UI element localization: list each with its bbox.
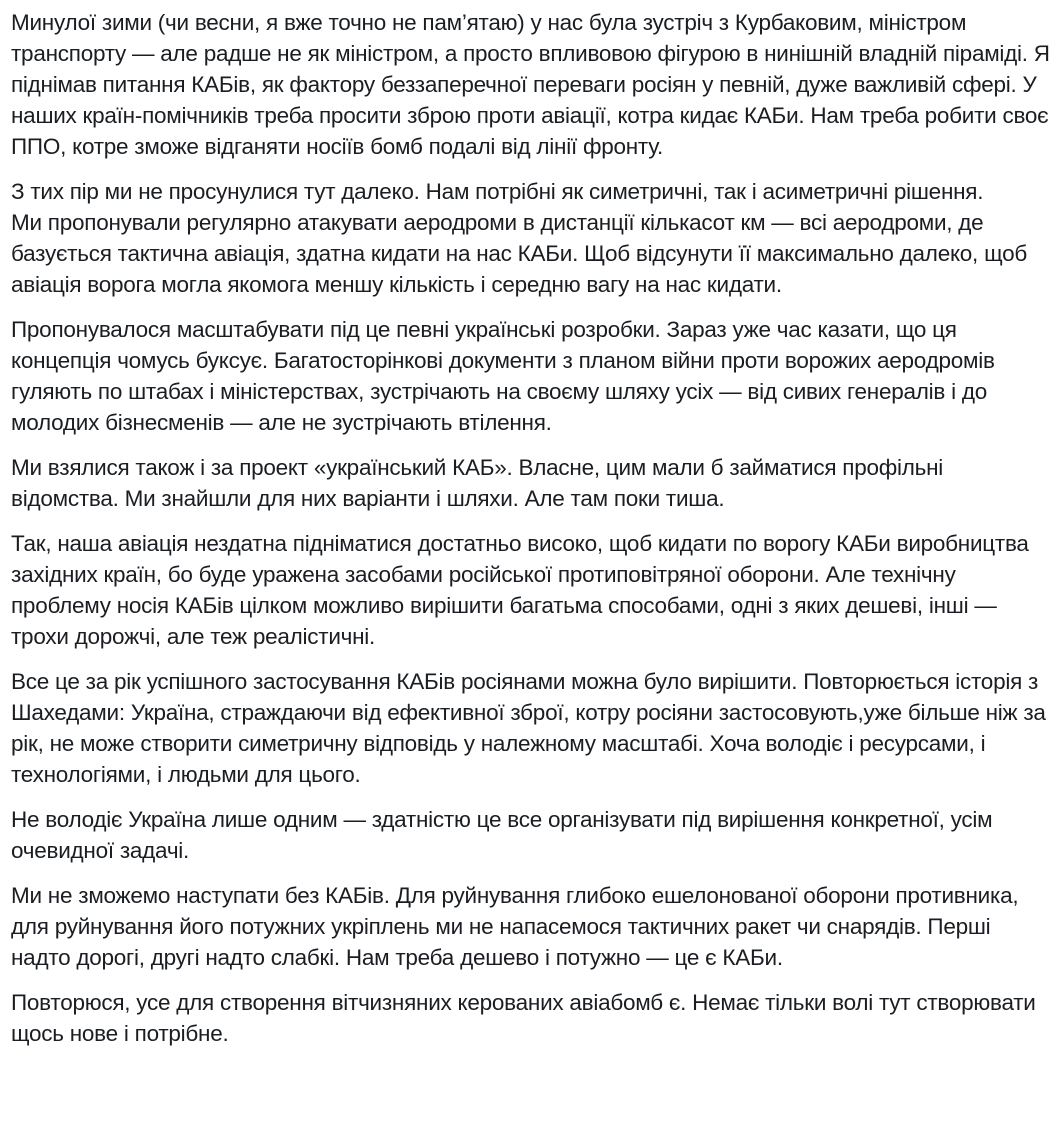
paragraph: Минулої зими (чи весни, я вже точно не пам’ятаю) у нас була зустріч з Курбаковим, міністром транспорту — але радше не як міністром, а просто впливовою фігурою в нинішній владній піраміді. Я піднімав питання КАБів, як фактору беззаперечної переваги росіян у певній, дуже важливій сфері. У наших країн-помічників треба просити зброю проти авіації, котра кидає КАБи. Нам треба робити своє ППО, котре зможе відганяти носіїв бомб подалі від лінії фронту. xyxy=(11,10,1050,159)
paragraph: Ми взялися також і за проект «український КАБ». Власне, цим мали б займатися профільні відомства. Ми знайшли для них варіанти і шляхи. Але там поки тиша. xyxy=(11,455,944,511)
paragraph: З тих пір ми не просунулися тут далеко. Нам потрібні як симетричні, так і асиметричні рішення. xyxy=(11,179,984,204)
paragraph: Не володіє Україна лише одним — здатністю це все організувати під вирішення конкретної, усім очевидної задачі. xyxy=(11,807,993,863)
paragraph: Так, наша авіація нездатна підніматися достатньо високо, щоб кидати по ворогу КАБи виробництва західних країн, бо буде уражена засобами російської протиповітряної оборони. Але технічну проблему носія КАБів цілком можливо вирішити багатьма способами, одні з яких дешеві, інші — трохи дорожчі, але теж реалістичні. xyxy=(11,531,1029,649)
paragraph: Все це за рік успішного застосування КАБів росіянами можна було вирішити. Повторюється історія з Шахедами: Україна, страждаючи від ефективної зброї, котру росіяни застосовують,уже більше ніж за рік, не може створити симетричну відповідь у належному масштабі. Хоча володіє і ресурсами, і технологіями, і людьми для цього. xyxy=(11,669,1046,787)
paragraph: Ми не зможемо наступати без КАБів. Для руйнування глибоко ешелонованої оборони противника, для руйнування його потужних укріплень ми не напасемося тактичних ракет чи снарядів. Перші надто дорогі, другі надто слабкі. Нам треба дешево і потужно — це є КАБи. xyxy=(11,883,1019,970)
paragraph: Повторюся, усе для створення вітчизняних керованих авіабомб є. Немає тільки волі тут створювати щось нове і потрібне. xyxy=(11,990,1036,1046)
paragraph: Пропонувалося масштабувати під це певні українські розробки. Зараз уже час казати, що ця концепція чомусь буксує. Багатосторінкові документи з планом війни проти ворожих аеродромів гуляють по штабах і міністерствах, зустрічають на своєму шляху усіх — від сивих генералів і до молодих бізнесменів — але не зустрічають втілення. xyxy=(11,317,995,435)
paragraph: Ми пропонували регулярно атакувати аеродроми в дистанції кількасот км — всі аеродроми, де базується тактична авіація, здатна кидати на нас КАБи. Щоб відсунути її максимально далеко, щоб авіація ворога могла якомога меншу кількість і середню вагу на нас кидати. xyxy=(11,210,1027,297)
